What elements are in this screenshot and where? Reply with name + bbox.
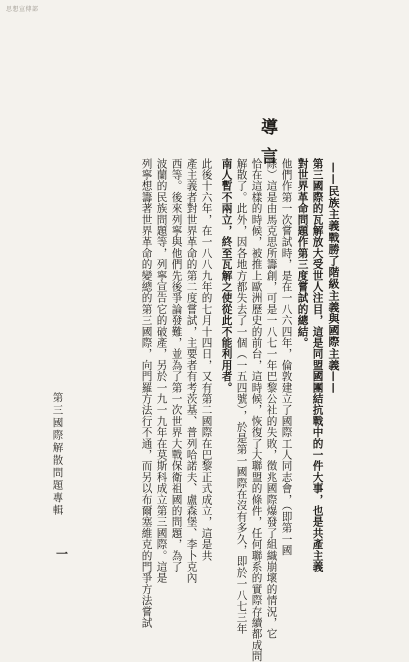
subtitle: ——民族主義戰勝了階級主義與國際主義—— <box>327 162 340 394</box>
text-column-2: 對世界革命問題作第三度嘗試的總結。 <box>296 158 309 349</box>
text-column-7: 南人暫不兩立，終至瓦解之使從此不能利用者。 <box>220 158 233 394</box>
text-column-6: 解散了。此外，因各地方都失去了一個（一五四號），於是第一國際在沒有多久，即於一八七三年 <box>235 158 248 635</box>
library-stamp: 思想宣傳部 <box>6 6 39 13</box>
text-column-1: 第三國際的瓦解放大受世人注目，這是同盟國團結抗戰中的一件大事，也是共產主義 <box>311 158 324 573</box>
text-column-12: 列寧想籌著世界革命的變總的第三國際，向門羅方法行不通，而另以布爾塞維克的門爭方法嘗試 <box>140 158 153 629</box>
text-column-10: 西等。後來列寧與他們先後爭論發難，並為了第一次世界大戰保衛祖國的問題，為了 <box>170 158 183 573</box>
text-column-11: 波蘭的民族問題等，列寧宣告它的破產，另於一九一九年在莫斯科成立第三國際。這是 <box>155 158 168 584</box>
text-column-3: 他們作第一次嘗試時，是在一八六四年，倫敦建立了國際工人同志會，（即第一國 <box>280 158 293 556</box>
running-title: 第三國際解散問題專輯 <box>51 392 64 517</box>
text-column-8: 此後十六年，在一八八九年的七月十四日，又有第二國際在巴黎正式成立，這是共 <box>200 158 213 562</box>
page-title: 導言 <box>257 118 277 176</box>
text-column-4: 際）這是由馬克思所籌創，可是一八七一年巴黎公社的失敗，徵兆國際爆發了組織崩壞的情況，它 <box>265 158 278 640</box>
text-column-9: 產主義者對世界革命的第二度嘗試，主要者有考茨基、普列哈諾夫、盧森堡、李卜克內 <box>185 158 198 584</box>
page-number: 一 <box>56 547 69 561</box>
text-column-5: 恰在這樣的時候，被推上歐洲歷史的前台，這時候，恢復了大聯盟的條件，任何聯系的實際存續都成問 <box>250 158 263 662</box>
